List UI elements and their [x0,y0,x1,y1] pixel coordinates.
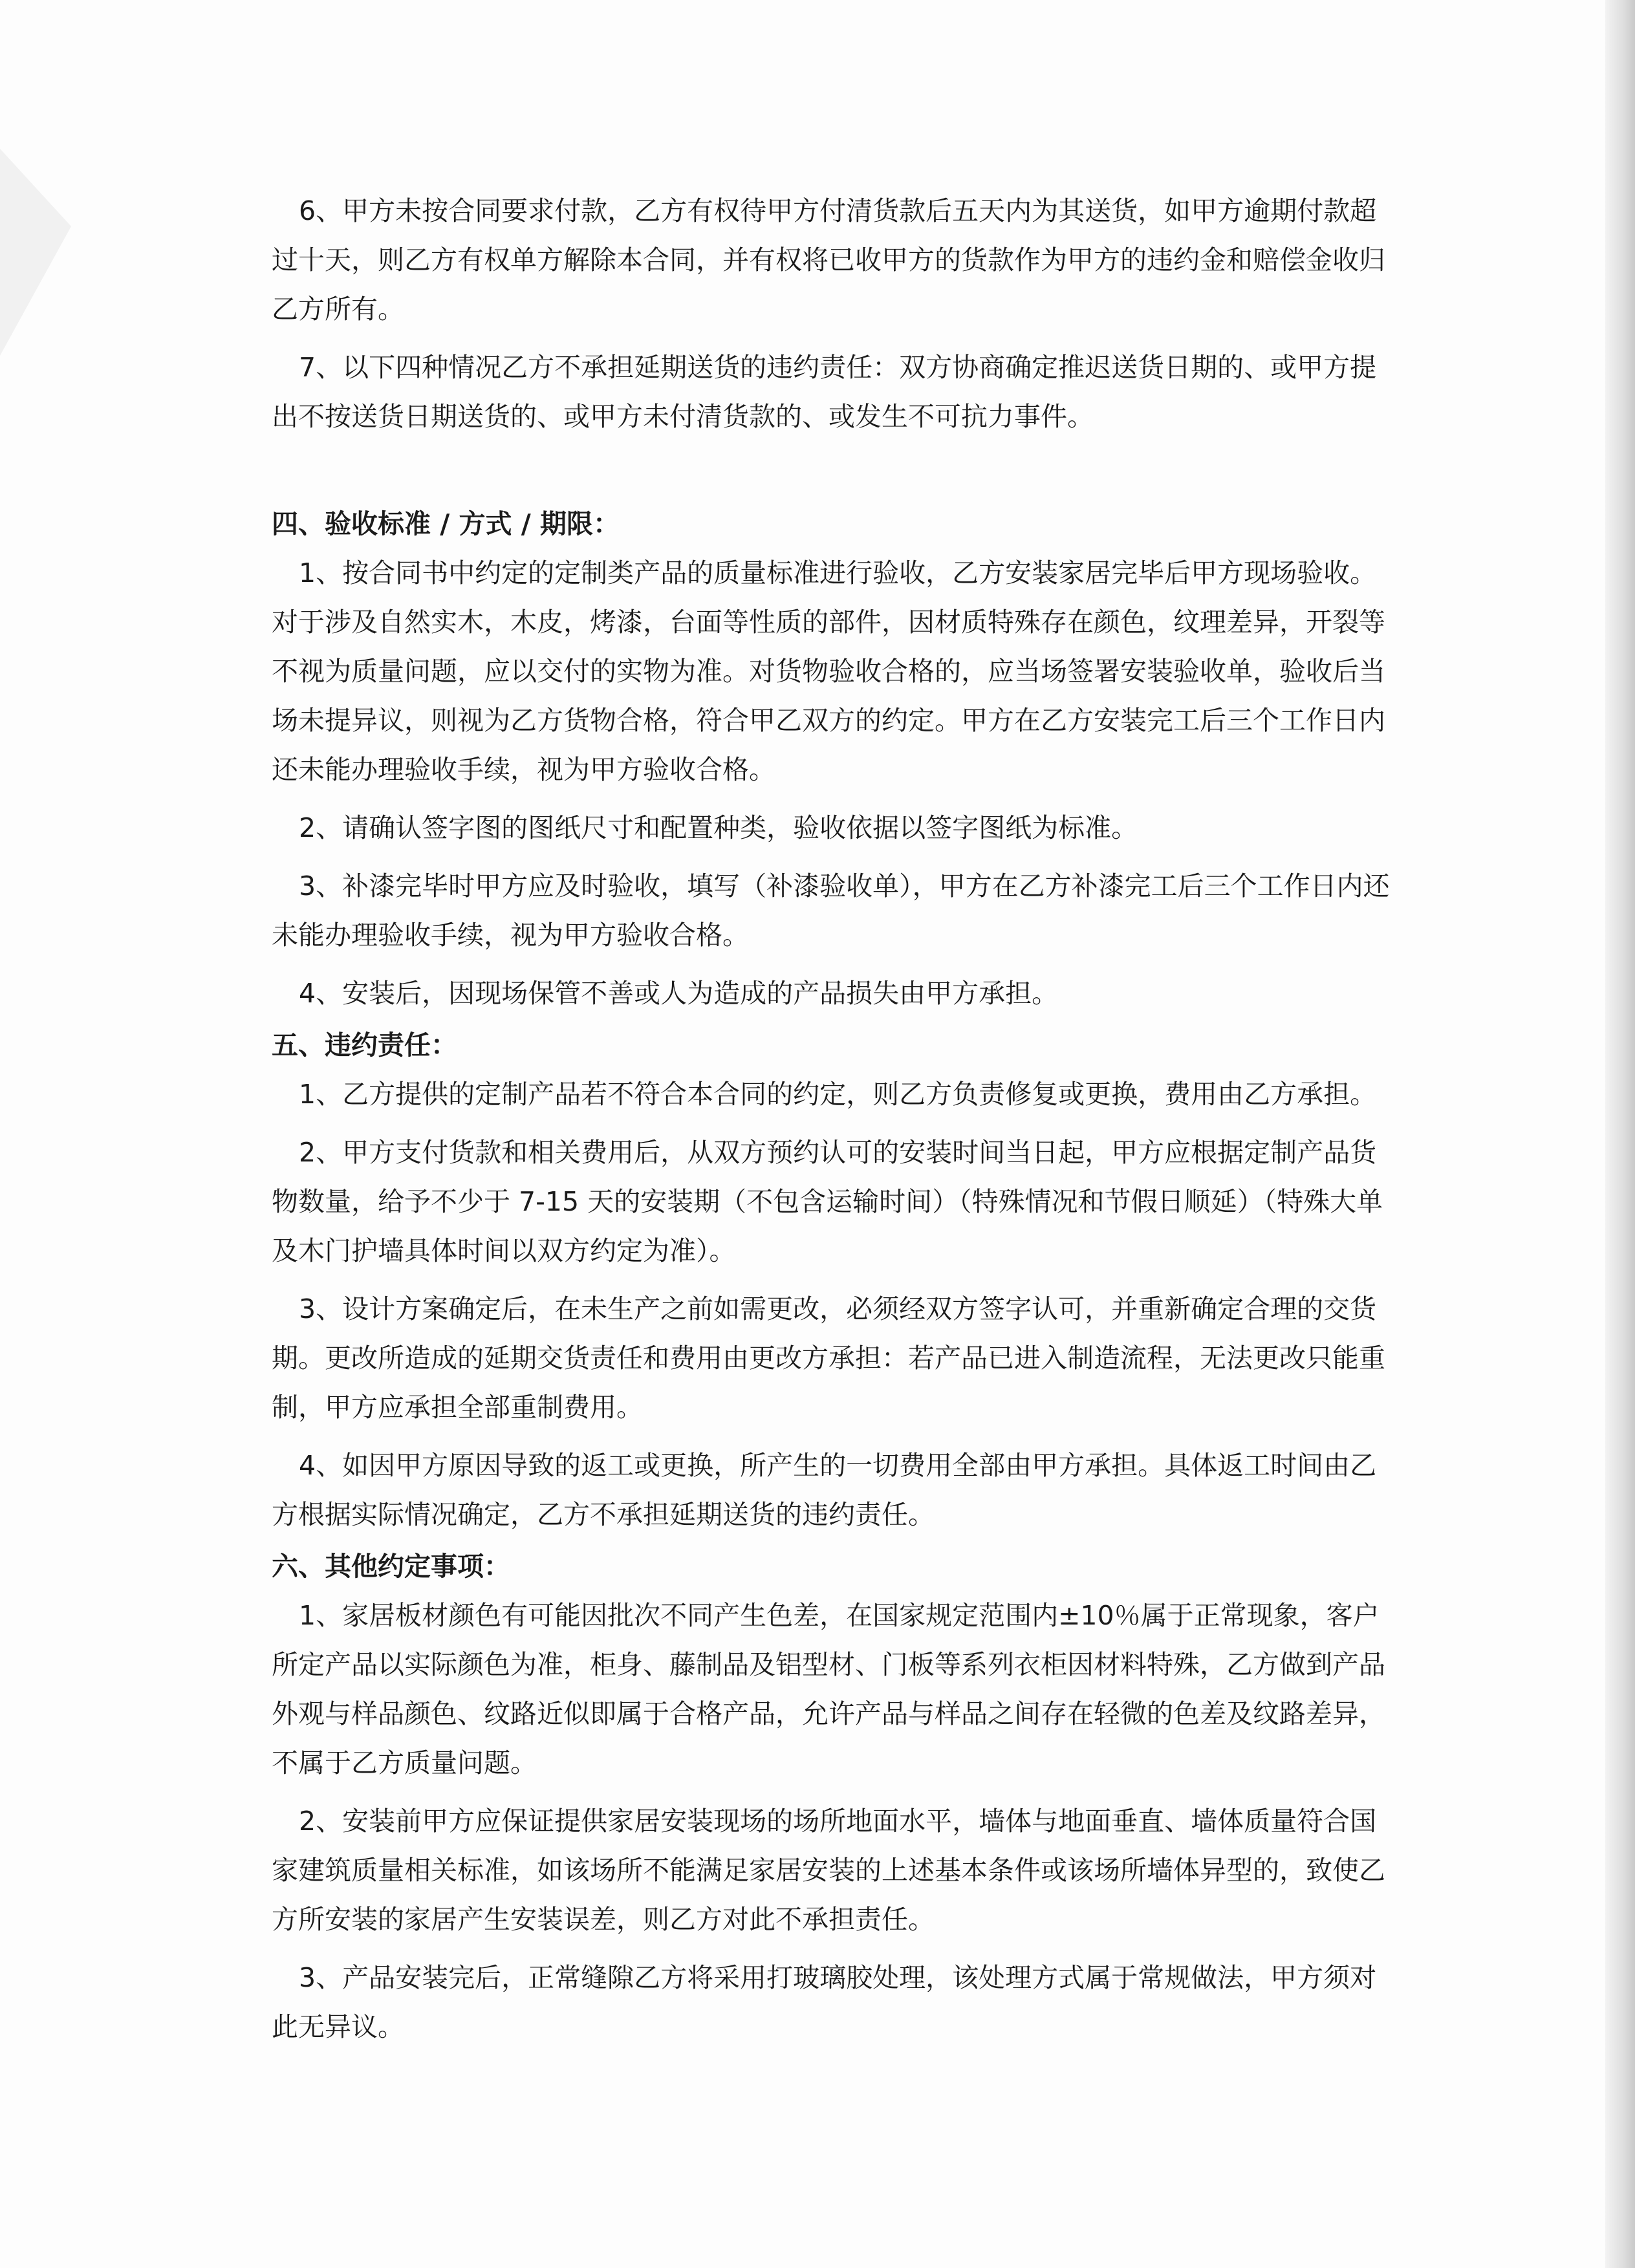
clause-4-3: 3、补漆完毕时甲方应及时验收，填写（补漆验收单），甲方在乙方补漆完工后三个工作日内还未能办理验收手续，视为甲方验收合格。 [272,870,1390,951]
clause-3-6: 6、甲方未按合同要求付款，乙方有权待甲方付清货款后五天内为其送货，如甲方逾期付款超过十天，则乙方有权单方解除本合同，并有权将已收甲方的货款作为甲方的违约金和赔偿金收归乙方所有。 [272,195,1385,325]
clause-5-2: 2、甲方支付货款和相关费用后，从双方预约认可的安装时间当日起，甲方应根据定制产品货物数量，给予不少于 7-15 天的安装期（不包含运输时间）（特殊情况和节假日顺延）（特殊大单及木门护墙具体时间以双方约定为准）。 [272,1137,1383,1266]
clause-4-2: 2、请确认签字图的图纸尺寸和配置种类，验收依据以签字图纸为标准。 [299,812,1138,843]
section-heading-other: 六、其他约定事项： [272,1551,510,1582]
clause-5-1: 1、乙方提供的定制产品若不符合本合同的约定，则乙方负责修复或更换，费用由乙方承担。 [299,1079,1377,1110]
clause-4-1: 1、按合同书中约定的定制类产品的质量标准进行验收，乙方安装家居完毕后甲方现场验收。对于涉及自然实木，木皮，烤漆，台面等性质的部件，因材质特殊存在颜色，纹理差异，开裂等不视为质量问题，应以交付的实物为准。对货物验收合格的，应当场签署安装验收单，验收后当场未提异议，则视为乙方货物合格，符合甲乙双方的约定。甲方在乙方安装完工后三个工作日内还未能办理验收手续，视为甲方验收合格。 [272,557,1385,785]
page-edge-shadow [1605,0,1635,2268]
clause-6-3: 3、产品安装完后，正常缝隙乙方将采用打玻璃胶处理，该处理方式属于常规做法，甲方须对此无异议。 [272,1962,1377,2042]
clause-3-7: 7、以下四种情况乙方不承担延期送货的违约责任：双方协商确定推迟送货日期的、或甲方提出不按送货日期送货的、或甲方未付清货款的、或发生不可抗力事件。 [272,352,1377,432]
section-heading-acceptance: 四、验收标准 / 方式 / 期限： [272,508,620,539]
contract-body [272,186,1397,2051]
clause-4-4: 4、安装后，因现场保管不善或人为造成的产品损失由甲方承担。 [299,978,1059,1009]
clause-5-4: 4、如因甲方原因导致的返工或更换，所产生的一切费用全部由甲方承担。具体返工时间由乙方根据实际情况确定，乙方不承担延期送货的违约责任。 [272,1450,1377,1530]
page-fold-corner [0,149,71,356]
section-heading-liability: 五、违约责任： [272,1030,457,1061]
clause-6-2: 2、安装前甲方应保证提供家居安装现场的场所地面水平，墙体与地面垂直、墙体质量符合国家建筑质量相关标准，如该场所不能满足家居安装的上述基本条件或该场所墙体异型的，致使乙方所安装的家居产生安装误差，则乙方对此不承担责任。 [272,1806,1385,1935]
clause-5-3: 3、设计方案确定后，在未生产之前如需更改，必须经双方签字认可，并重新确定合理的交货期。更改所造成的延期交货责任和费用由更改方承担：若产品已进入制造流程，无法更改只能重制，甲方应承担全部重制费用。 [272,1293,1385,1423]
clause-6-1: 1、家居板材颜色有可能因批次不同产生色差，在国家规定范围内±10％属于正常现象，客户所定产品以实际颜色为准，柜身、藤制品及铝型材、门板等系列衣柜因材料特殊，乙方做到产品外观与样品颜色、纹路近似即属于合格产品，允许产品与样品之间存在轻微的色差及纹路差异，不属于乙方质量问题。 [272,1600,1385,1778]
